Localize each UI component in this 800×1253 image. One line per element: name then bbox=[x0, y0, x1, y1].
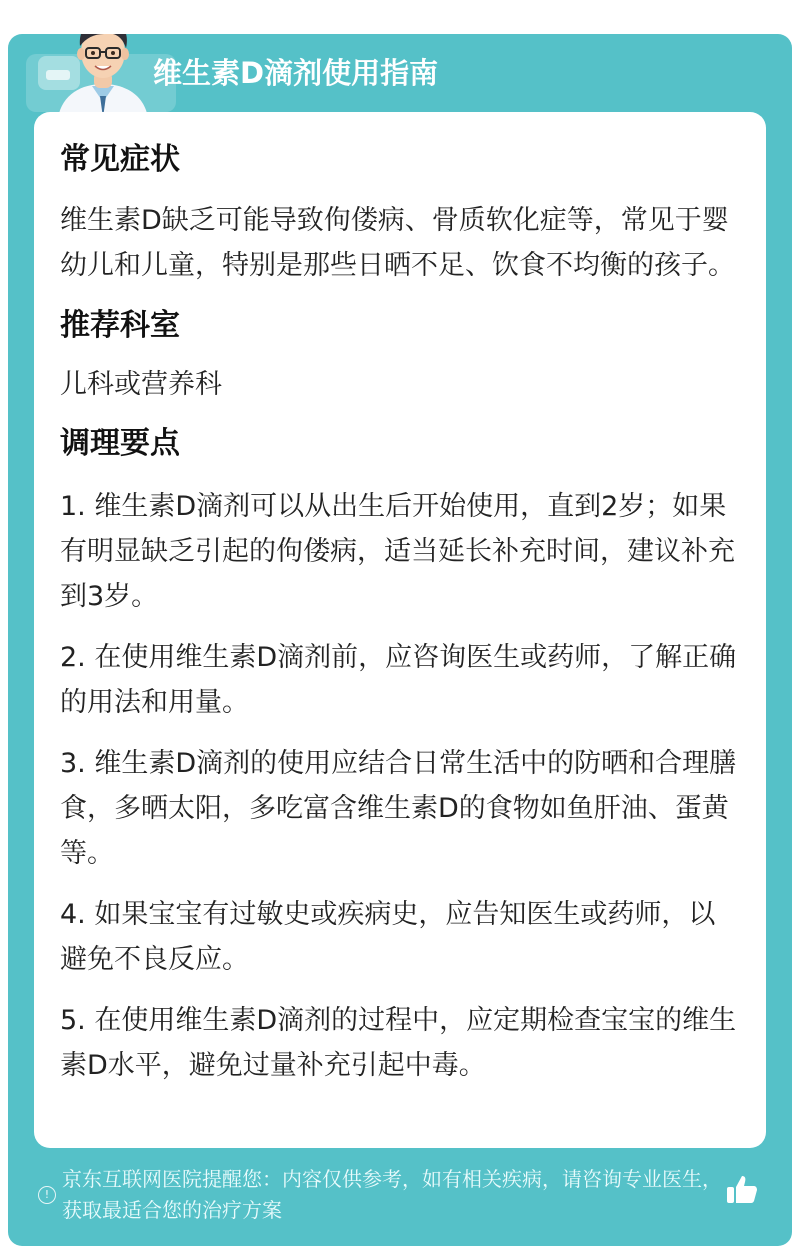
doctor-avatar-icon bbox=[48, 34, 158, 118]
department-heading: 推荐科室 bbox=[60, 308, 180, 343]
list-item: 5. 在使用维生素D滴剂的过程中，应定期检查宝宝的维生素D水平，避免过量补充引起中毒。 bbox=[60, 1005, 737, 1081]
list-item: 4. 如果宝宝有过敏史或疾病史，应告知医生或药师，以避免不良反应。 bbox=[60, 899, 716, 975]
page-title: 维生素D滴剂使用指南 bbox=[153, 56, 439, 90]
list-item: 3. 维生素D滴剂的使用应结合日常生活中的防晒和合理膳食，多晒太阳，多吃富含维生素D的食物如鱼肝油、蛋黄等。 bbox=[60, 748, 737, 869]
footer bbox=[8, 1156, 792, 1246]
care-list bbox=[60, 484, 740, 1088]
guide-panel bbox=[8, 34, 792, 1246]
info-icon: ! bbox=[38, 1186, 56, 1204]
list-item: 2. 在使用维生素D滴剂前，应咨询医生或药师，了解正确的用法和用量。 bbox=[60, 642, 737, 718]
symptoms-heading: 常见症状 bbox=[60, 142, 180, 177]
thumbs-up-icon[interactable] bbox=[724, 1172, 760, 1208]
disclaimer-text: 京东互联网医院提醒您：内容仅供参考，如有相关疾病，请咨询专业医生，获取最适合您的治疗方案 bbox=[62, 1167, 722, 1222]
content-card bbox=[34, 112, 766, 1148]
content-body bbox=[60, 140, 740, 1088]
list-item: 1. 维生素D滴剂可以从出生后开始使用，直到2岁；如果有明显缺乏引起的佝偻病，适当延长补充时间，建议补充到3岁。 bbox=[60, 491, 735, 612]
care-heading: 调理要点 bbox=[60, 426, 180, 461]
department-text: 儿科或营养科 bbox=[60, 369, 222, 400]
symptoms-text: 维生素D缺乏可能导致佝偻病、骨质软化症等，常见于婴幼儿和儿童，特别是那些日晒不足、饮食不均衡的孩子。 bbox=[60, 205, 735, 281]
